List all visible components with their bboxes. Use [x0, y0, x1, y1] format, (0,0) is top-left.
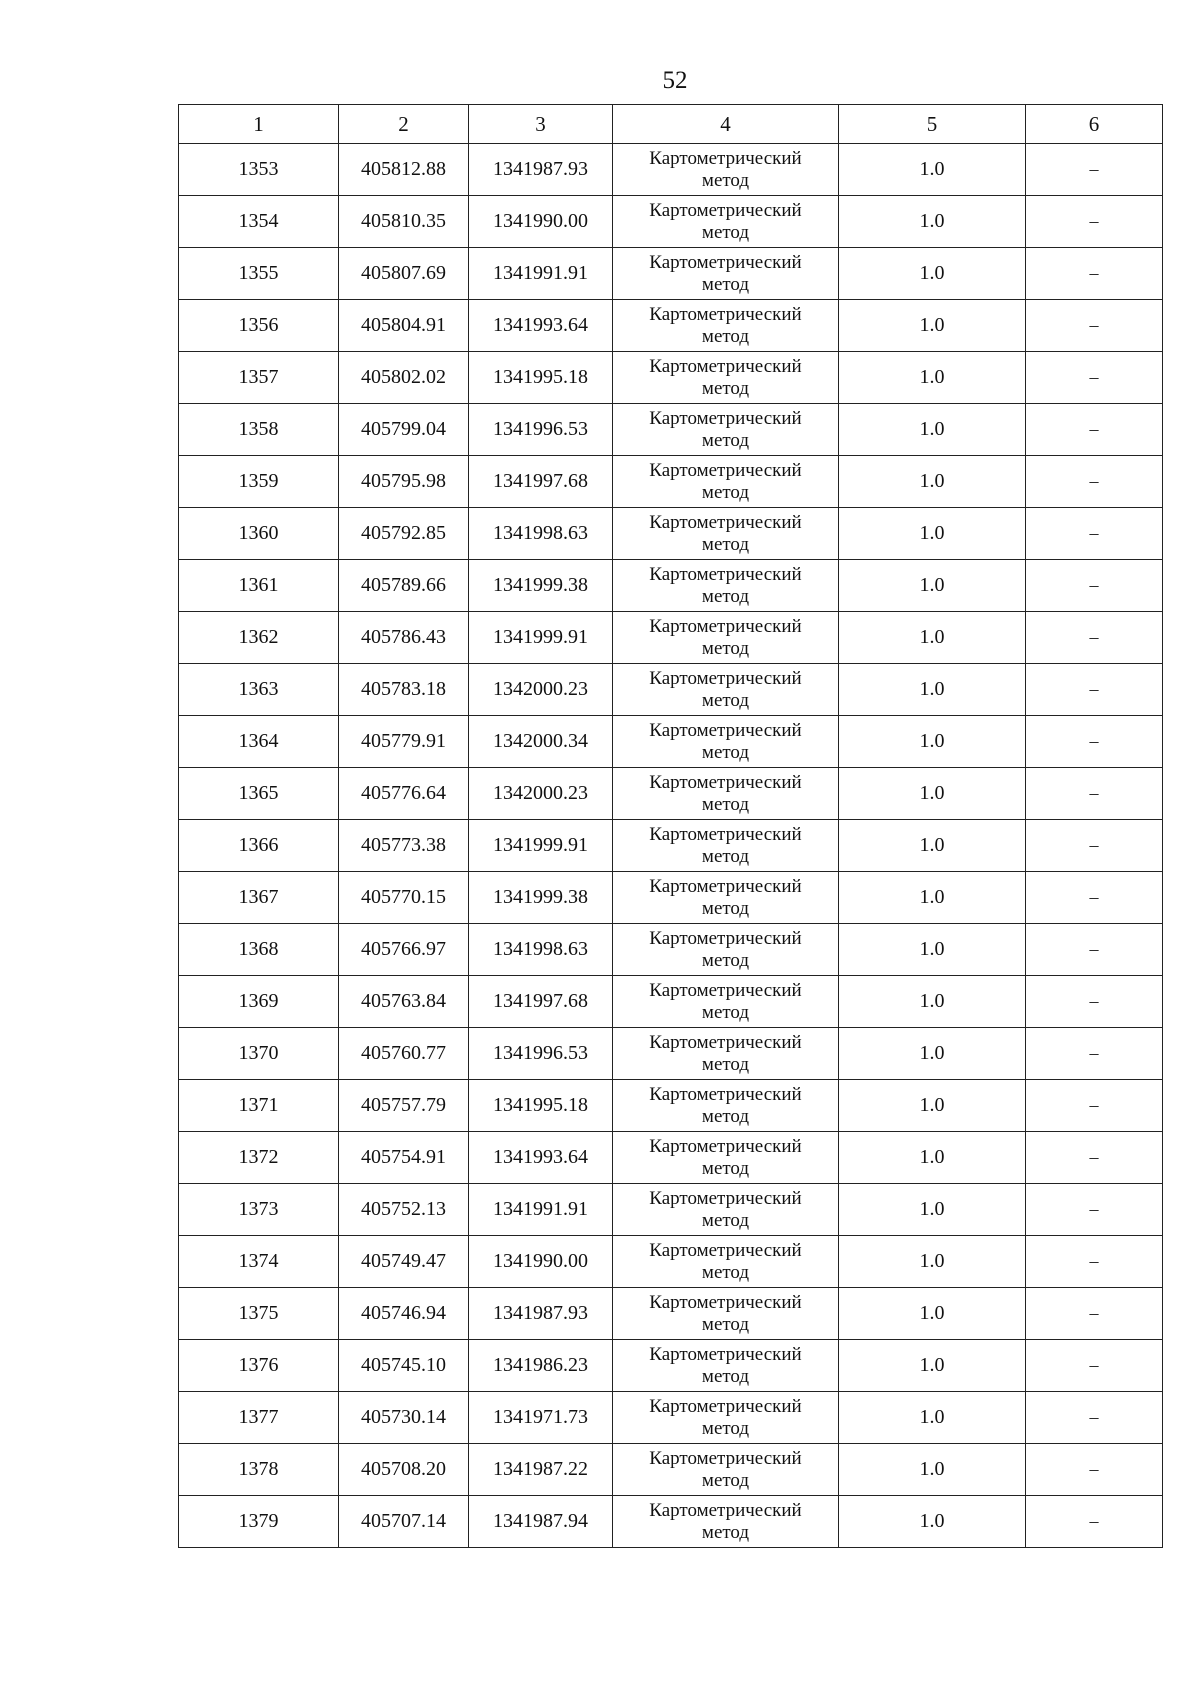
point-number-cell: 1376 — [179, 1340, 339, 1392]
note-cell: – — [1026, 1340, 1163, 1392]
method-line-2: метод — [701, 533, 750, 555]
note-cell: – — [1026, 768, 1163, 820]
method-line-2: метод — [701, 325, 750, 347]
y-coordinate-cell: 1341997.68 — [469, 456, 613, 508]
accuracy-cell: 1.0 — [839, 144, 1026, 196]
method-line-2: метод — [701, 1469, 750, 1491]
method-line-2: метод — [701, 1001, 750, 1023]
table-row — [179, 560, 1163, 612]
y-coordinate-cell: 1341995.18 — [469, 1080, 613, 1132]
method-line-1: Картометрический — [649, 615, 802, 637]
x-coordinate-cell: 405812.88 — [339, 144, 469, 196]
method-line-1: Картометрический — [649, 771, 802, 793]
method-line-1: Картометрический — [649, 303, 802, 325]
method-line-1: Картометрический — [649, 407, 802, 429]
point-number-cell: 1362 — [179, 612, 339, 664]
method-line-1: Картометрический — [649, 1499, 802, 1521]
method-line-1: Картометрический — [649, 147, 802, 169]
method-line-2: метод — [701, 637, 750, 659]
y-coordinate-cell: 1341990.00 — [469, 196, 613, 248]
table-row — [179, 664, 1163, 716]
accuracy-cell: 1.0 — [839, 976, 1026, 1028]
point-number-cell: 1371 — [179, 1080, 339, 1132]
method-line-2: метод — [701, 793, 750, 815]
method-cell — [613, 612, 839, 664]
page-number: 52 — [662, 67, 688, 94]
accuracy-cell: 1.0 — [839, 820, 1026, 872]
column-header: 4 — [613, 105, 839, 144]
y-coordinate-cell: 1341999.91 — [469, 612, 613, 664]
y-coordinate-cell: 1341986.23 — [469, 1340, 613, 1392]
method-cell — [613, 768, 839, 820]
x-coordinate-cell: 405763.84 — [339, 976, 469, 1028]
table-row — [179, 716, 1163, 768]
method-line-1: Картометрический — [649, 199, 802, 221]
accuracy-cell: 1.0 — [839, 612, 1026, 664]
note-cell: – — [1026, 300, 1163, 352]
x-coordinate-cell: 405799.04 — [339, 404, 469, 456]
x-coordinate-cell: 405789.66 — [339, 560, 469, 612]
method-line-1: Картометрический — [649, 1239, 802, 1261]
y-coordinate-cell: 1341993.64 — [469, 1132, 613, 1184]
accuracy-cell: 1.0 — [839, 456, 1026, 508]
point-number-cell: 1377 — [179, 1392, 339, 1444]
table-row — [179, 1132, 1163, 1184]
method-cell — [613, 1444, 839, 1496]
method-line-2: метод — [701, 1521, 750, 1543]
x-coordinate-cell: 405795.98 — [339, 456, 469, 508]
table-row — [179, 1184, 1163, 1236]
point-number-cell: 1369 — [179, 976, 339, 1028]
point-number-cell: 1360 — [179, 508, 339, 560]
note-cell: – — [1026, 196, 1163, 248]
accuracy-cell: 1.0 — [839, 300, 1026, 352]
column-header: 1 — [179, 105, 339, 144]
point-number-cell: 1364 — [179, 716, 339, 768]
method-cell — [613, 300, 839, 352]
y-coordinate-cell: 1341991.91 — [469, 248, 613, 300]
method-line-2: метод — [701, 481, 750, 503]
accuracy-cell: 1.0 — [839, 872, 1026, 924]
accuracy-cell: 1.0 — [839, 508, 1026, 560]
table-row — [179, 456, 1163, 508]
note-cell: – — [1026, 1132, 1163, 1184]
method-line-2: метод — [701, 1365, 750, 1387]
accuracy-cell: 1.0 — [839, 196, 1026, 248]
table-row — [179, 1028, 1163, 1080]
note-cell: – — [1026, 612, 1163, 664]
method-cell — [613, 1028, 839, 1080]
x-coordinate-cell: 405802.02 — [339, 352, 469, 404]
method-line-1: Картометрический — [649, 355, 802, 377]
y-coordinate-cell: 1341995.18 — [469, 352, 613, 404]
table-row — [179, 1392, 1163, 1444]
method-line-1: Картометрический — [649, 1291, 802, 1313]
y-coordinate-cell: 1341997.68 — [469, 976, 613, 1028]
x-coordinate-cell: 405754.91 — [339, 1132, 469, 1184]
note-cell: – — [1026, 1444, 1163, 1496]
y-coordinate-cell: 1341987.93 — [469, 1288, 613, 1340]
point-number-cell: 1354 — [179, 196, 339, 248]
method-line-1: Картометрический — [649, 719, 802, 741]
note-cell: – — [1026, 1184, 1163, 1236]
method-cell — [613, 1392, 839, 1444]
y-coordinate-cell: 1341987.94 — [469, 1496, 613, 1548]
method-line-2: метод — [701, 845, 750, 867]
x-coordinate-cell: 405773.38 — [339, 820, 469, 872]
method-cell — [613, 1496, 839, 1548]
method-line-2: метод — [701, 1313, 750, 1335]
accuracy-cell: 1.0 — [839, 1288, 1026, 1340]
x-coordinate-cell: 405810.35 — [339, 196, 469, 248]
point-number-cell: 1355 — [179, 248, 339, 300]
method-line-1: Картометрический — [649, 459, 802, 481]
point-number-cell: 1367 — [179, 872, 339, 924]
method-cell — [613, 248, 839, 300]
x-coordinate-cell: 405776.64 — [339, 768, 469, 820]
note-cell: – — [1026, 1392, 1163, 1444]
y-coordinate-cell: 1341987.22 — [469, 1444, 613, 1496]
method-cell — [613, 144, 839, 196]
note-cell: – — [1026, 716, 1163, 768]
method-cell — [613, 1288, 839, 1340]
method-cell — [613, 352, 839, 404]
x-coordinate-cell: 405760.77 — [339, 1028, 469, 1080]
y-coordinate-cell: 1341987.93 — [469, 144, 613, 196]
method-cell — [613, 716, 839, 768]
method-cell — [613, 1132, 839, 1184]
point-number-cell: 1379 — [179, 1496, 339, 1548]
y-coordinate-cell: 1341998.63 — [469, 924, 613, 976]
method-line-2: метод — [701, 741, 750, 763]
y-coordinate-cell: 1341999.91 — [469, 820, 613, 872]
point-number-cell: 1359 — [179, 456, 339, 508]
method-line-2: метод — [701, 1105, 750, 1127]
note-cell: – — [1026, 1496, 1163, 1548]
method-cell — [613, 976, 839, 1028]
accuracy-cell: 1.0 — [839, 1080, 1026, 1132]
table-row — [179, 352, 1163, 404]
y-coordinate-cell: 1341999.38 — [469, 872, 613, 924]
method-line-1: Картометрический — [649, 1447, 802, 1469]
note-cell: – — [1026, 1288, 1163, 1340]
point-number-cell: 1368 — [179, 924, 339, 976]
y-coordinate-cell: 1342000.23 — [469, 768, 613, 820]
note-cell: – — [1026, 456, 1163, 508]
table-body — [179, 144, 1163, 1548]
x-coordinate-cell: 405708.20 — [339, 1444, 469, 1496]
accuracy-cell: 1.0 — [839, 664, 1026, 716]
method-cell — [613, 872, 839, 924]
method-cell — [613, 196, 839, 248]
y-coordinate-cell: 1341971.73 — [469, 1392, 613, 1444]
y-coordinate-cell: 1341996.53 — [469, 404, 613, 456]
method-cell — [613, 1080, 839, 1132]
note-cell: – — [1026, 664, 1163, 716]
note-cell: – — [1026, 976, 1163, 1028]
accuracy-cell: 1.0 — [839, 404, 1026, 456]
accuracy-cell: 1.0 — [839, 1340, 1026, 1392]
method-line-1: Картометрический — [649, 511, 802, 533]
accuracy-cell: 1.0 — [839, 1236, 1026, 1288]
note-cell: – — [1026, 560, 1163, 612]
point-number-cell: 1370 — [179, 1028, 339, 1080]
method-cell — [613, 456, 839, 508]
point-number-cell: 1374 — [179, 1236, 339, 1288]
x-coordinate-cell: 405749.47 — [339, 1236, 469, 1288]
note-cell: – — [1026, 352, 1163, 404]
note-cell: – — [1026, 924, 1163, 976]
method-cell — [613, 664, 839, 716]
method-line-2: метод — [701, 429, 750, 451]
x-coordinate-cell: 405707.14 — [339, 1496, 469, 1548]
method-line-2: метод — [701, 1053, 750, 1075]
y-coordinate-cell: 1341996.53 — [469, 1028, 613, 1080]
y-coordinate-cell: 1341999.38 — [469, 560, 613, 612]
method-cell — [613, 924, 839, 976]
note-cell: – — [1026, 1080, 1163, 1132]
accuracy-cell: 1.0 — [839, 352, 1026, 404]
point-number-cell: 1365 — [179, 768, 339, 820]
x-coordinate-cell: 405807.69 — [339, 248, 469, 300]
accuracy-cell: 1.0 — [839, 924, 1026, 976]
method-line-2: метод — [701, 221, 750, 243]
note-cell: – — [1026, 1028, 1163, 1080]
method-cell — [613, 508, 839, 560]
accuracy-cell: 1.0 — [839, 1496, 1026, 1548]
point-number-cell: 1375 — [179, 1288, 339, 1340]
point-number-cell: 1372 — [179, 1132, 339, 1184]
note-cell: – — [1026, 144, 1163, 196]
accuracy-cell: 1.0 — [839, 1028, 1026, 1080]
point-number-cell: 1366 — [179, 820, 339, 872]
method-line-2: метод — [701, 1261, 750, 1283]
note-cell: – — [1026, 820, 1163, 872]
point-number-cell: 1356 — [179, 300, 339, 352]
table-row — [179, 1444, 1163, 1496]
x-coordinate-cell: 405804.91 — [339, 300, 469, 352]
method-line-1: Картометрический — [649, 1083, 802, 1105]
method-line-1: Картометрический — [649, 1031, 802, 1053]
method-line-1: Картометрический — [649, 875, 802, 897]
column-header: 2 — [339, 105, 469, 144]
x-coordinate-cell: 405786.43 — [339, 612, 469, 664]
method-line-2: метод — [701, 949, 750, 971]
x-coordinate-cell: 405752.13 — [339, 1184, 469, 1236]
column-header: 6 — [1026, 105, 1163, 144]
coordinates-table — [178, 104, 1163, 1548]
table-row — [179, 768, 1163, 820]
method-line-2: метод — [701, 273, 750, 295]
column-header: 3 — [469, 105, 613, 144]
x-coordinate-cell: 405792.85 — [339, 508, 469, 560]
accuracy-cell: 1.0 — [839, 1392, 1026, 1444]
accuracy-cell: 1.0 — [839, 248, 1026, 300]
point-number-cell: 1353 — [179, 144, 339, 196]
y-coordinate-cell: 1341993.64 — [469, 300, 613, 352]
x-coordinate-cell: 405779.91 — [339, 716, 469, 768]
method-cell — [613, 1184, 839, 1236]
method-line-2: метод — [701, 1417, 750, 1439]
accuracy-cell: 1.0 — [839, 1184, 1026, 1236]
point-number-cell: 1361 — [179, 560, 339, 612]
method-line-2: метод — [701, 585, 750, 607]
method-cell — [613, 560, 839, 612]
y-coordinate-cell: 1341990.00 — [469, 1236, 613, 1288]
accuracy-cell: 1.0 — [839, 768, 1026, 820]
table-row — [179, 612, 1163, 664]
table-row — [179, 872, 1163, 924]
method-cell — [613, 820, 839, 872]
accuracy-cell: 1.0 — [839, 560, 1026, 612]
note-cell: – — [1026, 872, 1163, 924]
note-cell: – — [1026, 508, 1163, 560]
x-coordinate-cell: 405730.14 — [339, 1392, 469, 1444]
y-coordinate-cell: 1341991.91 — [469, 1184, 613, 1236]
method-line-2: метод — [701, 377, 750, 399]
method-line-1: Картометрический — [649, 823, 802, 845]
note-cell: – — [1026, 1236, 1163, 1288]
table-row — [179, 1080, 1163, 1132]
table-row — [179, 404, 1163, 456]
accuracy-cell: 1.0 — [839, 1444, 1026, 1496]
accuracy-cell: 1.0 — [839, 716, 1026, 768]
table-row — [179, 1496, 1163, 1548]
table-row — [179, 820, 1163, 872]
column-header: 5 — [839, 105, 1026, 144]
method-cell — [613, 1236, 839, 1288]
method-line-2: метод — [701, 1209, 750, 1231]
point-number-cell: 1373 — [179, 1184, 339, 1236]
table-row — [179, 248, 1163, 300]
point-number-cell: 1363 — [179, 664, 339, 716]
method-line-1: Картометрический — [649, 1187, 802, 1209]
table-row — [179, 144, 1163, 196]
table-row — [179, 1340, 1163, 1392]
table-row — [179, 300, 1163, 352]
method-line-2: метод — [701, 1157, 750, 1179]
accuracy-cell: 1.0 — [839, 1132, 1026, 1184]
note-cell: – — [1026, 248, 1163, 300]
table-row — [179, 1288, 1163, 1340]
method-line-1: Картометрический — [649, 667, 802, 689]
method-cell — [613, 1340, 839, 1392]
table-row — [179, 924, 1163, 976]
method-line-1: Картометрический — [649, 563, 802, 585]
point-number-cell: 1358 — [179, 404, 339, 456]
table-row — [179, 976, 1163, 1028]
point-number-cell: 1357 — [179, 352, 339, 404]
table-row — [179, 196, 1163, 248]
table-header-row — [179, 105, 1163, 144]
method-line-2: метод — [701, 689, 750, 711]
note-cell: – — [1026, 404, 1163, 456]
method-line-2: метод — [701, 169, 750, 191]
table-row — [179, 1236, 1163, 1288]
y-coordinate-cell: 1341998.63 — [469, 508, 613, 560]
y-coordinate-cell: 1342000.34 — [469, 716, 613, 768]
method-line-2: метод — [701, 897, 750, 919]
x-coordinate-cell: 405783.18 — [339, 664, 469, 716]
point-number-cell: 1378 — [179, 1444, 339, 1496]
y-coordinate-cell: 1342000.23 — [469, 664, 613, 716]
x-coordinate-cell: 405770.15 — [339, 872, 469, 924]
method-line-1: Картометрический — [649, 979, 802, 1001]
table-row — [179, 508, 1163, 560]
method-line-1: Картометрический — [649, 1343, 802, 1365]
x-coordinate-cell: 405745.10 — [339, 1340, 469, 1392]
method-line-1: Картометрический — [649, 251, 802, 273]
x-coordinate-cell: 405746.94 — [339, 1288, 469, 1340]
method-line-1: Картометрический — [649, 927, 802, 949]
method-line-1: Картометрический — [649, 1395, 802, 1417]
x-coordinate-cell: 405757.79 — [339, 1080, 469, 1132]
x-coordinate-cell: 405766.97 — [339, 924, 469, 976]
method-line-1: Картометрический — [649, 1135, 802, 1157]
method-cell — [613, 404, 839, 456]
